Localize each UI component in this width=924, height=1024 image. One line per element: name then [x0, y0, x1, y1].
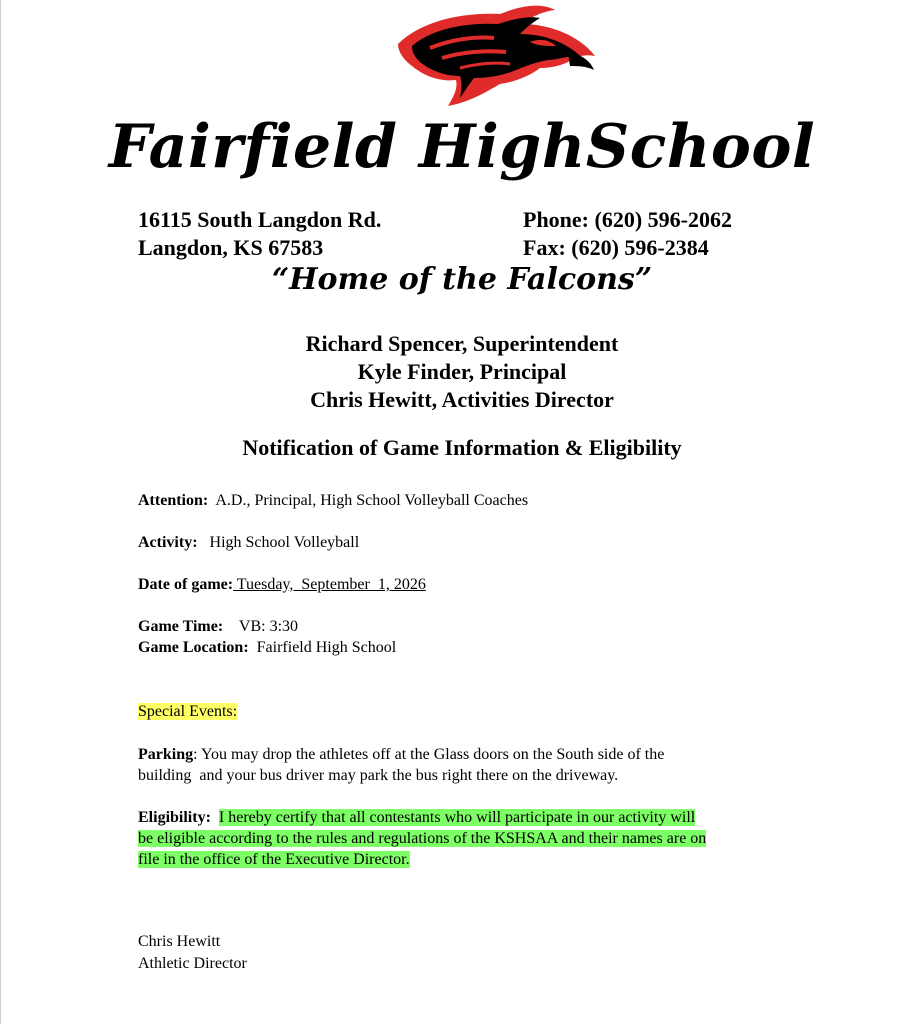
address-line-1: 16115 South Langdon Rd.	[138, 207, 382, 232]
date-label: Date of game	[138, 576, 228, 593]
attention-line: Attention: A.D., Principal, High School Volleyball Coaches	[138, 492, 529, 509]
activity-label: Activity	[138, 534, 193, 551]
school-motto: “Home of the Falcons”	[271, 262, 653, 297]
game-location-line: Game Location: Fairfield High School	[138, 639, 397, 656]
eligibility-text-3: file in the office of the Executive Director.	[138, 851, 410, 868]
special-events-line	[138, 703, 237, 721]
game-time-value: VB: 3:30	[238, 618, 299, 635]
staff-superintendent: Richard Spencer, Superintendent	[305, 331, 619, 356]
phone-number: Phone: (620) 596-2062	[523, 207, 732, 232]
eligibility-paragraph	[138, 807, 838, 870]
parking-text-1: You may drop the athletes off at the Glass doors on the South side of the	[200, 746, 665, 763]
document-title: Notification of Game Information & Eligibility	[242, 435, 682, 460]
parking-paragraph: Parking: You may drop the athletes off at the Glass doors on the South side of the building and your bus driver may park the bus right there on the driveway.	[138, 744, 798, 786]
staff-principal: Kyle Finder, Principal	[357, 359, 567, 384]
game-time-label: Game Time	[138, 618, 218, 635]
activity-value: High School Volleyball	[209, 534, 360, 551]
attention-value: A.D., Principal, High School Volleyball Coaches	[215, 492, 529, 509]
signature-title: Athletic Director	[138, 955, 247, 972]
game-time-line: Game Time: VB: 3:30	[138, 618, 299, 635]
game-location-value: Fairfield High School	[256, 639, 397, 656]
school-name: Fairfield HighSchool	[108, 112, 816, 182]
date-line: Date of game: Tuesday, September 1, 2026	[138, 576, 426, 593]
parking-text-2: building and your bus driver may park the bus right there on the driveway.	[138, 767, 619, 784]
falcon-head-icon	[390, 4, 600, 108]
date-value: Tuesday, September 1, 2026	[233, 576, 426, 593]
special-events-heading: Special Events:	[138, 703, 238, 720]
attention-label: Attention	[138, 492, 203, 509]
game-location-label: Game Location	[138, 639, 244, 656]
eligibility-text-2: be eligible according to the rules and regulations of the KSHSAA and their names are on	[138, 830, 707, 847]
activity-line: Activity: High School Volleyball	[138, 534, 360, 551]
fax-number: Fax: (620) 596-2384	[523, 235, 709, 260]
signature-name: Chris Hewitt	[138, 933, 221, 950]
staff-activities-director: Chris Hewitt, Activities Director	[310, 387, 614, 412]
eligibility-text-1: I hereby certify that all contestants who will participate in our activity will	[218, 809, 696, 826]
address-line-2: Langdon, KS 67583	[138, 235, 324, 260]
parking-label: Parking	[138, 746, 194, 763]
eligibility-label: Eligibility:	[138, 809, 211, 826]
